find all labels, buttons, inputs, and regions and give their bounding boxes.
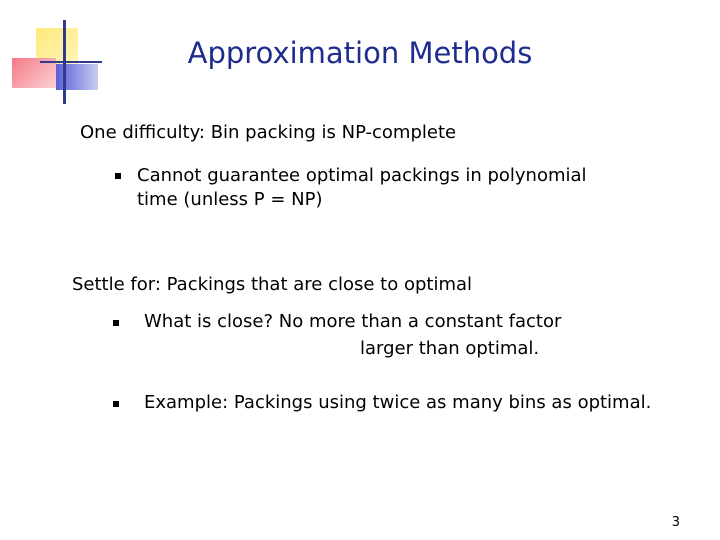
bullet-square-icon: [115, 173, 121, 179]
bullet-3: Example: Packings using twice as many bins as optimal.: [144, 392, 652, 413]
settle-line: Settle for: Packings that are close to optimal: [72, 274, 473, 295]
bullet-2-line-2: larger than optimal.: [360, 338, 540, 359]
slide-title: Approximation Methods: [187, 36, 533, 70]
slide-logo-decoration: [0, 0, 110, 110]
bullet-2-line-1: What is close? No more than a constant factor: [144, 311, 562, 332]
logo-horizontal-line: [40, 61, 102, 63]
difficulty-line: One difficulty: Bin packing is NP-complete: [80, 122, 457, 143]
page-number: 3: [671, 515, 680, 530]
bullet-1-line-2: time (unless P = NP): [137, 189, 323, 210]
bullet-1-line-1: Cannot guarantee optimal packings in polynomial: [137, 165, 587, 186]
bullet-square-icon: [113, 401, 119, 407]
bullet-square-icon: [113, 320, 119, 326]
